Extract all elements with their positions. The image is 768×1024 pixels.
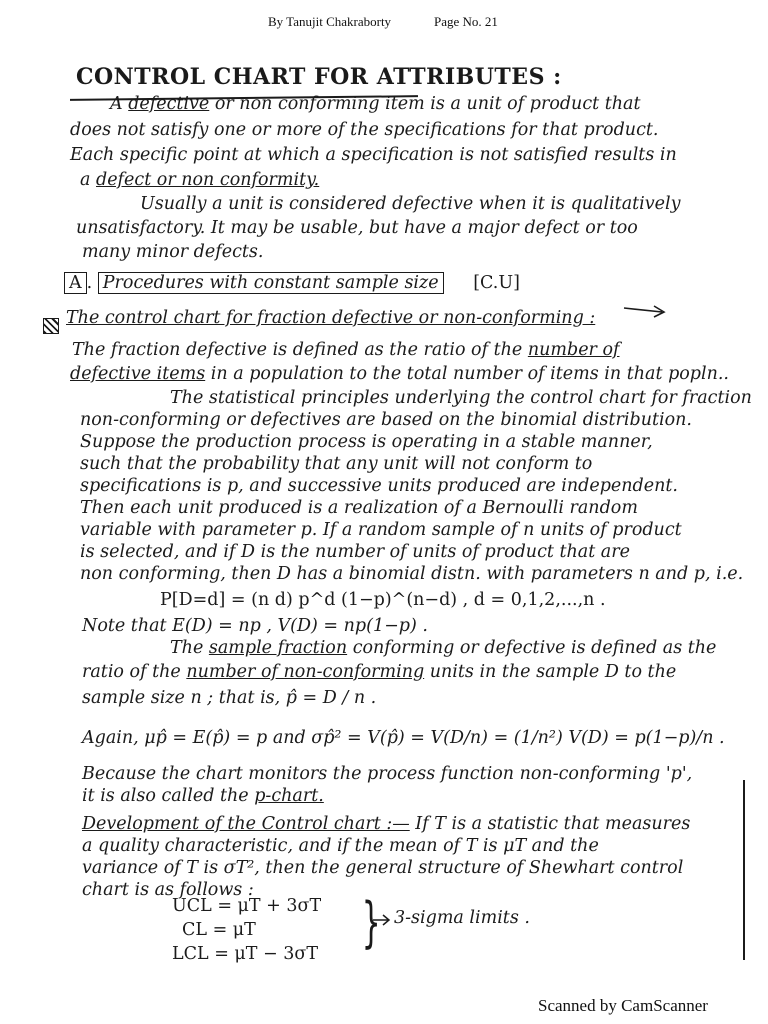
because-line-2: it is also called the p-chart.: [82, 786, 324, 806]
para4-line-4: such that the probability that any unit will not conform to: [80, 454, 593, 474]
development-line-4: chart is as follows :: [82, 880, 254, 900]
section-a-tag: [C.U]: [473, 273, 520, 293]
para4-line-7: variable with parameter p. If a random sample of n units of product: [80, 520, 682, 540]
footer-watermark: Scanned by CamScanner: [538, 996, 708, 1015]
formula-pmf: P[D=d] = (n d) p^d (1−p)^(n−d) , d = 0,1,2,...,n .: [160, 590, 606, 610]
section-a-heading: A . Procedures with constant sample size [C.U]: [64, 271, 520, 295]
term-defective: defective: [128, 94, 210, 114]
development-line-3: variance of T is σT², then the general structure of Shewhart control: [82, 858, 684, 878]
header-page-number: Page No. 21: [434, 14, 498, 29]
para3-line-2: defective items in a population to the total number of items in that popln..: [70, 364, 729, 384]
right-brace-icon: }: [361, 891, 381, 954]
para3-line-1: The fraction defective is defined as the ratio of the number of: [72, 340, 620, 360]
section-a-letter: A: [64, 272, 87, 294]
bullet-box-icon: [43, 318, 59, 334]
section-a-title: Procedures with constant sample size: [98, 272, 444, 294]
para2-line-1: Usually a unit is considered defective when it is qualitatively: [140, 194, 681, 214]
subheading: The control chart for fraction defective or non-conforming :: [66, 308, 596, 328]
para1-line-2: does not satisfy one or more of the specifications for that product.: [70, 120, 659, 140]
arrow-icon: [622, 298, 668, 320]
cl-formula: CL = μT: [182, 920, 256, 940]
limits-label: 3-sigma limits .: [394, 908, 530, 928]
para4-line-3: Suppose the production process is operating in a stable manner,: [80, 432, 653, 452]
para2-line-3: many minor defects.: [82, 242, 264, 262]
limits-arrow-icon: [372, 912, 392, 928]
para2-line-2: unsatisfactory. It may be usable, but have a major defect or too: [76, 218, 638, 238]
term-defect: defect or non conformity.: [96, 170, 320, 190]
para5-line-1: The sample fraction conforming or defective is defined as the: [170, 638, 717, 658]
para4-line-6: Then each unit produced is a realization of a Bernoulli random: [80, 498, 638, 518]
header-author: By Tanujit Chakraborty: [268, 14, 392, 29]
lcl-formula: LCL = μT − 3σT: [172, 944, 319, 964]
para5-line-3: sample size n ; that is, p̂ = D / n .: [82, 688, 377, 708]
para1-line-3: Each specific point at which a specification is not satisfied results in: [70, 145, 677, 165]
para1-line-1: A defective or non conforming item is a unit of product that: [110, 94, 641, 114]
para4-line-2: non-conforming or defectives are based on the binomial distribution.: [80, 410, 692, 430]
ucl-formula: UCL = μT + 3σT: [172, 896, 322, 916]
development-line-2: a quality characteristic, and if the mean of T is μT and the: [82, 836, 599, 856]
margin-rule: [743, 780, 745, 960]
because-line-1: Because the chart monitors the process function non-conforming 'p',: [82, 764, 693, 784]
development-line-1: Development of the Control chart :— If T is a statistic that measures: [82, 814, 691, 834]
para4-line-8: is selected, and if D is the number of units of product that are: [80, 542, 630, 562]
development-heading: Development of the Control chart :—: [82, 814, 410, 834]
again-line: Again, μp̂ = E(p̂) = p and σp̂² = V(p̂) = V(D/n) = (1/n²) V(D) = p(1−p)/n .: [82, 728, 725, 748]
para4-line-9: non conforming, then D has a binomial distn. with parameters n and p, i.e.: [80, 564, 744, 584]
para4-line-1: The statistical principles underlying the control chart for fraction: [170, 388, 752, 408]
page-title: CONTROL CHART FOR ATTRIBUTES :: [76, 64, 562, 90]
para4-line-5: specifications is p, and successive units produced are independent.: [80, 476, 678, 496]
para1-line-4: a defect or non conformity.: [80, 170, 320, 190]
para5-line-2: ratio of the number of non-conforming units in the sample D to the: [82, 662, 677, 682]
note-line: Note that E(D) = np , V(D) = np(1−p) .: [82, 616, 428, 636]
